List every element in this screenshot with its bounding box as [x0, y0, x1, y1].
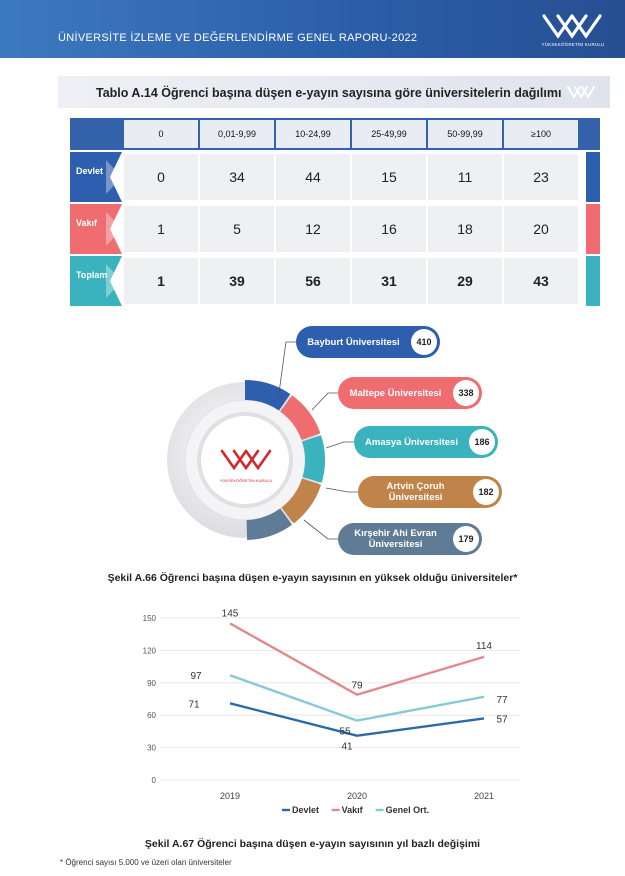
table-cell: 43 [504, 258, 578, 304]
table-header-row [70, 118, 600, 150]
table-header-cell: 10-24,99 [295, 129, 331, 139]
callout-value: 179 [453, 526, 479, 552]
callout-name: Amasya Üniversitesi [365, 436, 458, 448]
table-cell: 1 [124, 258, 198, 304]
row-label-text: Toplam [76, 270, 108, 280]
data-label: 55 [339, 726, 351, 738]
data-label: 77 [496, 694, 508, 706]
table-cell: 15 [352, 154, 426, 200]
table-cell: 29 [428, 258, 502, 304]
row-label-2 [70, 256, 122, 306]
table-header-cell: ≥100 [531, 129, 551, 139]
legend-label: Devlet [292, 805, 320, 815]
table-header-cell: 0,01-9,99 [217, 129, 257, 139]
callout-item [354, 426, 498, 458]
table-row [70, 256, 600, 306]
data-label: 41 [341, 741, 353, 753]
line-chart [130, 600, 530, 815]
figure-a66-caption: Şekil A.66 Öğrenci başına düşen e-yayın sayısının en yüksek olduğu üniversiteler* [107, 572, 518, 584]
donut-center-logo [218, 448, 274, 484]
callout-item [338, 377, 482, 409]
legend-label: Genel Ort. [385, 805, 430, 815]
x-tick-label: 2021 [473, 791, 495, 801]
y-tick-label: 30 [147, 743, 156, 753]
table-cell: 18 [428, 206, 502, 252]
table-cell: 39 [200, 258, 274, 304]
table-cell: 56 [276, 258, 350, 304]
data-label: 114 [476, 640, 492, 652]
yok-mini-logo [566, 85, 598, 104]
footnote: * Öğrenci sayısı 5.000 ve üzeri olan üniversiteler [60, 858, 232, 867]
y-tick-label: 90 [147, 678, 156, 688]
table-header-cell: 50-99,99 [447, 129, 483, 139]
yok-logo-text: YÜKSEKÖĞRETİM KURULU [541, 42, 605, 47]
table-cell: 44 [276, 154, 350, 200]
donut-segment [302, 435, 325, 482]
table-row [70, 204, 600, 254]
data-label: 97 [190, 671, 202, 683]
x-tick-label: 2019 [219, 791, 241, 801]
callout-value: 338 [453, 380, 479, 406]
report-title: ÜNİVERSİTE İZLEME VE DEĞERLENDİRME GENEL RAPORU-2022 [58, 32, 418, 44]
data-label: 145 [221, 608, 239, 620]
report-header [0, 0, 625, 58]
row-color-cap [586, 256, 600, 306]
callout-item [358, 476, 502, 508]
y-tick-label: 60 [147, 711, 156, 721]
callout-name: Bayburt Üniversitesi [307, 336, 400, 348]
y-tick-label: 0 [151, 776, 156, 785]
data-label: 71 [188, 699, 200, 711]
table-header-cell: 25-49,99 [371, 129, 407, 139]
row-color-cap [586, 152, 600, 202]
table-title-band [58, 76, 610, 108]
callout-item [296, 326, 440, 358]
table-cell: 0 [124, 154, 198, 200]
callout-item [338, 523, 482, 555]
table-cell: 11 [428, 154, 502, 200]
row-color-cap [586, 204, 600, 254]
legend-label: Vakıf [341, 805, 363, 815]
row-label-1 [70, 204, 122, 254]
row-label-0 [70, 152, 122, 202]
callout-value: 410 [411, 329, 437, 355]
table-cell: 12 [276, 206, 350, 252]
data-label: 79 [351, 680, 363, 692]
table-row [70, 152, 600, 202]
callout-leader [326, 442, 354, 448]
callout-value: 186 [469, 429, 495, 455]
callout-value: 182 [473, 479, 499, 505]
table-cell: 16 [352, 206, 426, 252]
donut-center-logo-text: YÜKSEKÖĞRETİM KURULU [219, 478, 273, 483]
table-cell: 23 [504, 154, 578, 200]
callout-leader [326, 488, 358, 492]
figure-a67-caption: Şekil A.67 Öğrenci başına düşen e-yayın sayısının yıl bazlı değişimi [144, 838, 481, 850]
row-label-text: Vakıf [76, 218, 98, 228]
callout-name: Kırşehir Ahi Evran Üniversitesi [354, 528, 437, 550]
y-tick-label: 120 [142, 646, 156, 656]
table-cell: 20 [504, 206, 578, 252]
table-cell: 31 [352, 258, 426, 304]
table-title: Tablo A.14 Öğrenci başına düşen e-yayın sayısına göre üniversitelerin dağılımı [96, 86, 562, 100]
callout-name: Artvin Çoruh Üniversitesi [386, 481, 445, 503]
table-cell: 1 [124, 206, 198, 252]
data-label: 57 [496, 714, 508, 726]
x-tick-label: 2020 [346, 791, 368, 801]
table-cell: 34 [200, 154, 274, 200]
callout-name: Maltepe Üniversitesi [349, 387, 442, 399]
table-cell: 5 [200, 206, 274, 252]
table-header-cell: 0 [158, 129, 164, 139]
y-tick-label: 150 [142, 614, 156, 623]
row-label-text: Devlet [76, 166, 104, 176]
